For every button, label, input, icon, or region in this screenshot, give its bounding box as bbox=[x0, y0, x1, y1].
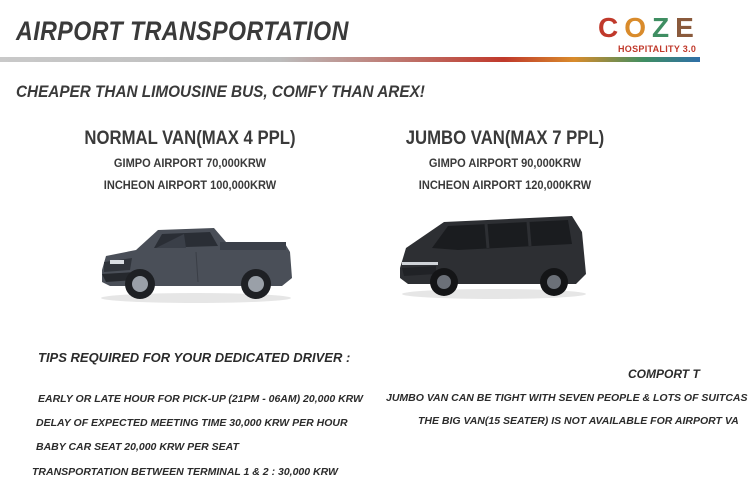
coze-logo bbox=[598, 12, 708, 58]
tip-item: TRANSPORTATION BETWEEN TERMINAL 1 & 2 : 30,000 KRW bbox=[32, 466, 338, 478]
page-title: AIRPORT TRANSPORTATION bbox=[16, 16, 349, 46]
minivan-image bbox=[396, 208, 592, 300]
jumbo-van-info bbox=[375, 128, 635, 192]
comport-note: THE BIG VAN(15 SEATER) IS NOT AVAILABLE FOR AIRPORT VA bbox=[418, 415, 739, 427]
tip-item: BABY CAR SEAT 20,000 KRW PER SEAT bbox=[36, 441, 239, 453]
tip-item: DELAY OF EXPECTED MEETING TIME 30,000 KRW PER HOUR bbox=[36, 417, 348, 429]
van-price: GIMPO AIRPORT 90,000KRW bbox=[428, 156, 582, 170]
comport-note: JUMBO VAN CAN BE TIGHT WITH SEVEN PEOPLE & LOTS OF SUITCAS bbox=[386, 392, 748, 404]
van-name: NORMAL VAN(MAX 4 PPL) bbox=[84, 128, 296, 149]
comport-title: COMPORT T bbox=[628, 367, 700, 381]
logo-tagline: HOSPITALITY 3.0 bbox=[618, 44, 697, 54]
van-name: JUMBO VAN(MAX 7 PPL) bbox=[405, 128, 605, 149]
van-price: INCHEON AIRPORT 120,000KRW bbox=[418, 178, 592, 192]
normal-van-info bbox=[60, 128, 320, 192]
subtitle: CHEAPER THAN LIMOUSINE BUS, COMFY THAN AREX! bbox=[16, 82, 425, 101]
tip-item: EARLY OR LATE HOUR FOR PICK-UP (21PM - 06AM) 20,000 KRW bbox=[38, 393, 363, 405]
van-price: GIMPO AIRPORT 70,000KRW bbox=[113, 156, 267, 170]
tips-title: TIPS REQUIRED FOR YOUR DEDICATED DRIVER : bbox=[38, 350, 351, 365]
logo-wordmark: COZE bbox=[598, 12, 700, 43]
van-price: INCHEON AIRPORT 100,000KRW bbox=[103, 178, 277, 192]
pickup-truck-image bbox=[96, 212, 296, 304]
header-divider bbox=[0, 57, 700, 62]
